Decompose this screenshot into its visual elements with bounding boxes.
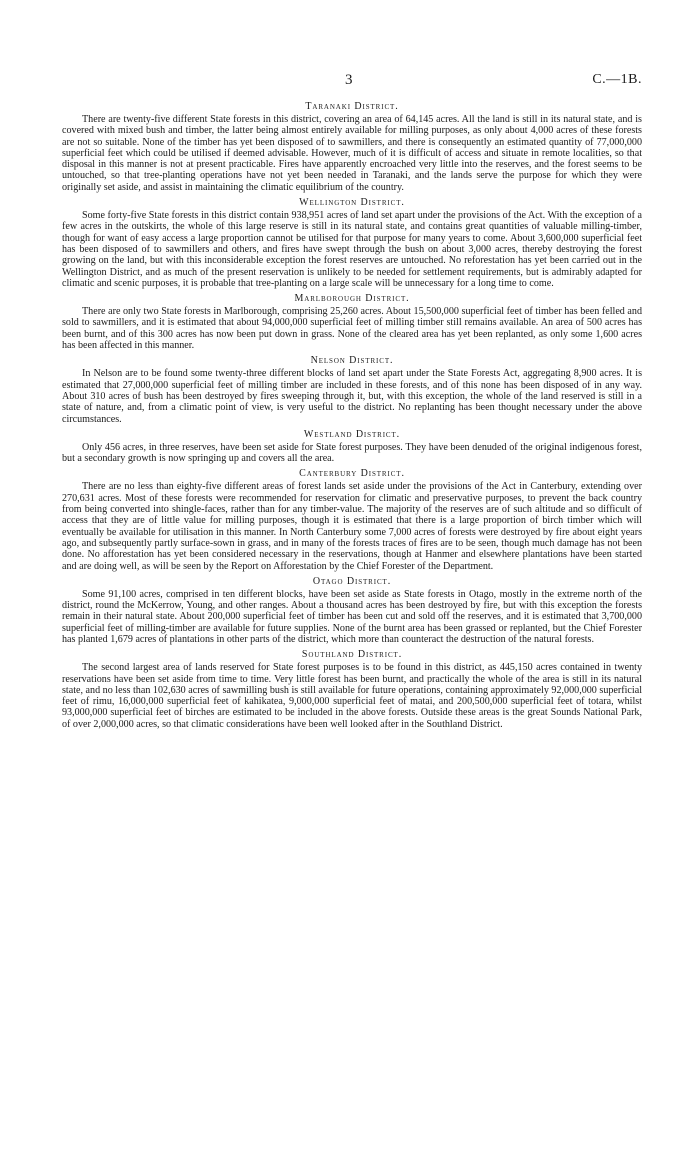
section-nelson bbox=[62, 354, 642, 424]
section-canterbury bbox=[62, 467, 642, 571]
section-paragraph: There are only two State forests in Marlborough, comprising 25,260 acres. About 15,500,000 superficial feet of timber has been felled and sold to sawmillers, and it is estimated that about 94,000,000 superficial feet of milling timber still remains available. An area of 500 acres has been burnt, and of this 300 acres has now been put down in grass. None of the cleared area has yet been replanted, as only some 1,600 acres has been affected in this manner. bbox=[62, 306, 642, 352]
section-paragraph: In Nelson are to be found some twenty-three different blocks of land set apart under the State Forests Act, aggregating 8,900 acres. It is estimated that 27,000,000 superficial feet of milling timber are included in these forests, and of this none has been disposed of in any way. About 310 acres of bush has been destroyed by fires sweeping through it, but, with this exception, the whole of the land reserved is still in a state of nature, and, from a climatic point of view, is very useful to the district. No replanting has been thought necessary under the above circumstances. bbox=[62, 368, 642, 425]
page-header bbox=[62, 0, 642, 100]
section-paragraph: The second largest area of lands reserved for State forest purposes is to be found in this district, as 445,150 acres contained in twenty reservations have been set aside from time to time. Very little forest has been burnt, and practically the whole of the area is still in its natural state, and no less than 102,630 acres of sawmilling bush is still available for future operations, containing approximately 92,000,000 superficial feet of rimu, 16,000,000 superficial feet of kahikatea, 9,000,000 superficial feet of matai, and 200,500,000 superficial feet of totara, whilst 93,000,000 superficial feet of birches are estimated to be included in the above forests. Outside these areas is the great Sounds National Park, of over 2,000,000 acres, so that climatic considerations have been well looked after in the Southland District. bbox=[62, 662, 642, 730]
section-paragraph: Some 91,100 acres, comprised in ten different blocks, have been set aside as State forests in Otago, mostly in the extreme north of the district, round the McKerrow, Young, and other ranges. About a thousand acres has been destroyed by fire, but with this exception the forests remain in their natural state. About 200,000 superficial feet of timber has been cut and sold off the reserves, and it is estimated that 3,700,000 superficial feet of milling-timber are available for future supplies. None of the burnt area has been grassed or replanted, but the Chief Forester has planted 1,679 acres of plantations in other parts of the district, which more than counteract the destruction of the natural forests. bbox=[62, 588, 642, 645]
section-heading: Wellington District. bbox=[299, 197, 405, 209]
section-taranaki bbox=[62, 100, 642, 193]
document-reference: C.—1B. bbox=[592, 72, 642, 87]
section-paragraph: There are no less than eighty-five different areas of forest lands set aside under the provisions of the Act in Canterbury, extending over 270,631 acres. Most of these forests were recommended for reservation for climatic and preservative purposes, to prevent the back country from being converted into shingle-faces, rather than for any timber-value. The majority of the reserves are of such altitude and so difficult of access that they are of little value for milling purposes, though it is estimated that there is a large proportion of birch timber which will eventually be available for utilisation in this manner. In North Canterbury some 7,000 acres of forests were destroyed by fire about eight years ago, and subsequently partly surface-sown in grass, and in many of the forests traces of fires are to be seen, though much damage has not been done. No afforestation has yet been considered necessary in the reservations, though at Hanmer and elsewhere plantations have been started and are doing well, as will be seen by the Report on Afforestation by the Chief Forester of the Department. bbox=[62, 481, 642, 572]
section-paragraph: Only 456 acres, in three reserves, have been set aside for State forest purposes. They have been denuded of the original indigenous forest, but a secondary growth is now springing up and covers all the area. bbox=[62, 441, 642, 465]
document-body bbox=[62, 100, 642, 730]
section-heading: Southland District. bbox=[301, 649, 403, 661]
section-heading: Otago District. bbox=[312, 575, 392, 587]
section-heading: Westland District. bbox=[303, 428, 401, 440]
section-heading: Nelson District. bbox=[310, 355, 394, 367]
section-paragraph: Some forty-five State forests in this district contain 938,951 acres of land set apart under the provisions of the Act. With the exception of a few acres in the outskirts, the whole of this large reserve is still in its natural state, and contains great quantities of valuable milling-timber, though for want of easy access a large proportion cannot be utilised for that purpose for many years to come. About 3,600,000 superficial feet has been disposed of to sawmillers and others, and fires have swept through the bush on about 3,000 acres, thereby destroying the forest growing on the land, but with this inconsiderable exception the forest reserves are untouched. No reforestation has yet been carried out in the Wellington District, and as much of the present reservation is unlikely to be needed for settlement requirements, but is admirably adapted for climatic and scenic purposes, it is probable that tree-planting on a large scale will be unnecessary for a long time to come. bbox=[62, 210, 642, 289]
section-heading: Taranaki District. bbox=[305, 101, 399, 112]
section-paragraph: There are twenty-five different State forests in this district, covering an area of 64,145 acres. All the land is still in its natural state, and is covered with mixed bush and timber, the latter being almost entirely available for milling purposes, as only about 4,000 acres of these forests are not so suitable. None of the timber has yet been disposed of to sawmillers, and there is consequently an estimated quantity of 77,000,000 superficial feet which could be utilised if deemed advisable. However, much of it is difficult of access and situate in remote localities, so that disposal in this manner is not at present practicable. Fires have apparently encroached very little into the reserves, and the forest seems to be untouched, so that tree-planting operations have not yet been needed in Taranaki, and the lands serve the purpose for which they were originally set aside, and assist in maintaining the climatic equilibrium of the country. bbox=[62, 114, 642, 193]
section-otago bbox=[62, 575, 642, 645]
section-westland bbox=[62, 428, 642, 465]
section-wellington bbox=[62, 196, 642, 289]
section-southland bbox=[62, 648, 642, 730]
page-number: 3 bbox=[345, 72, 353, 88]
section-marlborough bbox=[62, 292, 642, 351]
section-heading: Marlborough District. bbox=[294, 293, 410, 305]
section-heading: Canterbury District. bbox=[299, 468, 405, 480]
